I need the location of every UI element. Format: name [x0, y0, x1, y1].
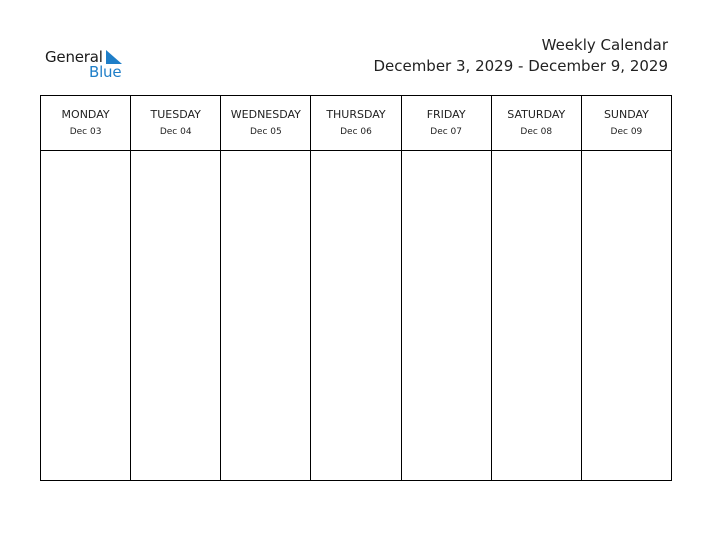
- day-column-friday: [402, 96, 492, 480]
- day-header: [311, 96, 400, 151]
- day-name: WEDNESDAY: [230, 108, 301, 121]
- day-name: FRIDAY: [426, 108, 466, 121]
- day-date: Dec 04: [159, 127, 192, 137]
- day-cell: [582, 151, 671, 480]
- day-name: SATURDAY: [507, 108, 566, 121]
- date-range: December 3, 2029 - December 9, 2029: [373, 57, 668, 75]
- day-header: [221, 96, 310, 151]
- day-cell: [311, 151, 400, 480]
- day-date: Dec 03: [69, 127, 102, 137]
- day-column-wednesday: [221, 96, 311, 480]
- day-header: [41, 96, 130, 151]
- day-header: [131, 96, 220, 151]
- day-cell: [492, 151, 581, 480]
- day-column-tuesday: [131, 96, 221, 480]
- day-header: [402, 96, 491, 151]
- day-date: Dec 05: [249, 127, 282, 137]
- day-date: Dec 08: [520, 127, 553, 137]
- day-name: MONDAY: [61, 108, 110, 121]
- day-header: [492, 96, 581, 151]
- day-column-thursday: [311, 96, 401, 480]
- day-cell: [221, 151, 310, 480]
- day-name: THURSDAY: [326, 108, 386, 121]
- day-cell: [41, 151, 130, 480]
- day-name: TUESDAY: [150, 108, 201, 121]
- day-date: Dec 09: [610, 127, 643, 137]
- day-column-saturday: [492, 96, 582, 480]
- day-cell: [402, 151, 491, 480]
- day-name: SUNDAY: [603, 108, 649, 121]
- day-column-monday: [41, 96, 131, 480]
- day-cell: [131, 151, 220, 480]
- logo-triangle-icon: [102, 50, 122, 64]
- week-grid: [40, 95, 672, 481]
- generalblue-logo: [45, 48, 135, 84]
- logo-word-general: General: [45, 48, 103, 66]
- day-date: Dec 06: [340, 127, 372, 137]
- day-header: [582, 96, 671, 151]
- page-title: Weekly Calendar: [541, 36, 668, 54]
- day-column-sunday: [582, 96, 671, 480]
- logo-word-blue: Blue: [89, 63, 122, 81]
- day-date: Dec 07: [430, 127, 462, 137]
